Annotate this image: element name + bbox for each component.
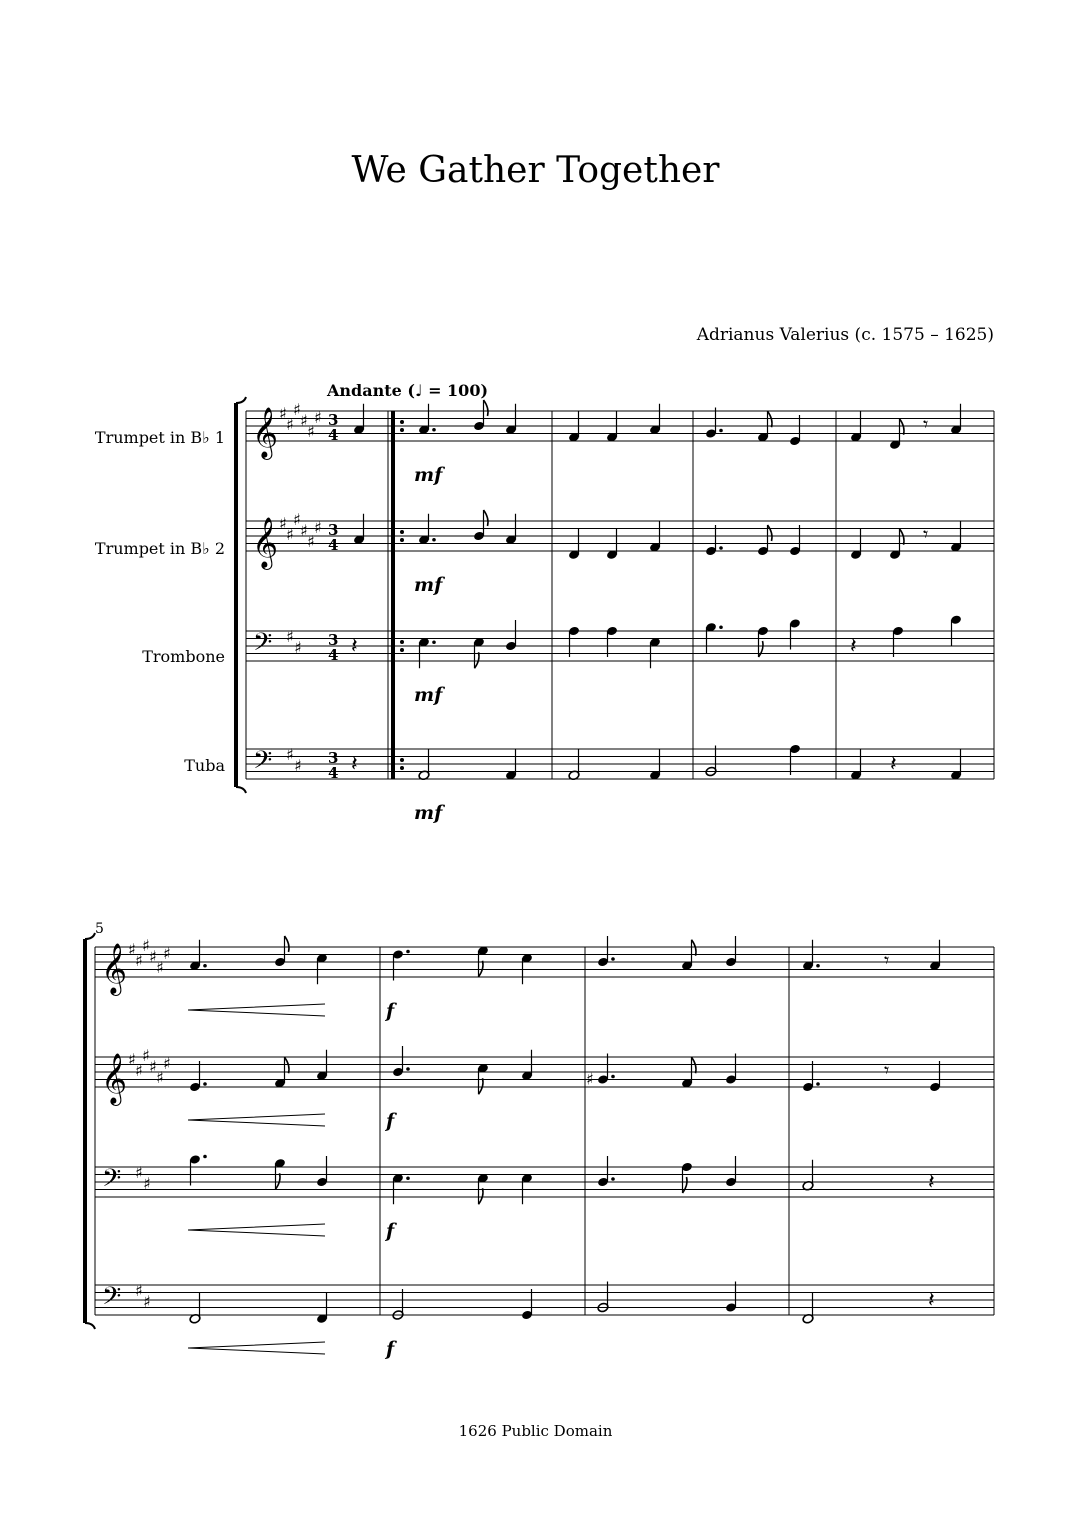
- treble-clef-icon: 𝄞: [101, 1053, 128, 1104]
- repeat-dot: [400, 758, 404, 762]
- time-signature-bottom: 4: [328, 536, 339, 554]
- quarter-rest-icon: 𝄽: [351, 752, 358, 777]
- tempo-value: = 100): [422, 381, 489, 400]
- time-signature-bottom: 4: [328, 646, 339, 664]
- bass-clef-icon: 𝄢: [102, 1282, 122, 1317]
- dynamic-f: f: [386, 1338, 395, 1360]
- augmentation-dot: [406, 1067, 410, 1071]
- system-bracket: [236, 397, 246, 403]
- augmentation-dot: [719, 625, 723, 629]
- note-flag: [479, 1078, 484, 1094]
- note-flag: [900, 529, 905, 545]
- augmentation-dot: [719, 429, 723, 433]
- bass-clef-icon: 𝄢: [253, 746, 273, 781]
- time-signature-top: 3: [328, 631, 339, 649]
- repeat-dot: [400, 640, 404, 644]
- sharp-icon: ♯: [286, 525, 294, 544]
- sharp-icon: ♯: [149, 947, 157, 966]
- note-flag: [285, 936, 290, 952]
- system-bracket: [85, 1323, 95, 1329]
- augmentation-dot: [611, 1177, 615, 1181]
- instrument-label-trumpet-2: Trumpet in B♭ 2: [94, 539, 225, 558]
- instrument-label-tuba: Tuba: [184, 756, 225, 775]
- dynamic-mf: mf: [414, 574, 443, 596]
- dynamic-f: f: [386, 1110, 395, 1132]
- page-title: We Gather Together: [351, 150, 720, 191]
- repeat-dot: [400, 530, 404, 534]
- dynamic-mf: mf: [414, 684, 443, 706]
- quarter-note-icon: ♩: [414, 381, 423, 400]
- sharp-icon: ♯: [294, 638, 302, 657]
- sharp-icon: ♯: [135, 1281, 143, 1300]
- note-flag: [759, 641, 764, 657]
- augmentation-dot: [611, 1075, 615, 1079]
- eighth-rest-icon: 𝄾: [884, 1058, 890, 1082]
- augmentation-dot: [203, 1155, 207, 1159]
- repeat-dot: [400, 538, 404, 542]
- note-flag: [479, 1188, 484, 1204]
- sharp-icon: ♯: [314, 408, 322, 427]
- time-signature-top: 3: [328, 521, 339, 539]
- sharp-icon: ♯: [143, 1174, 151, 1193]
- sharp-icon: ♯: [135, 951, 143, 970]
- measure-number: 5: [95, 921, 104, 937]
- note-flag: [484, 510, 489, 526]
- sharp-icon: ♯: [286, 415, 294, 434]
- sharp-icon: ♯: [142, 936, 150, 955]
- eighth-rest-icon: 𝄾: [923, 522, 929, 546]
- augmentation-dot: [816, 1082, 820, 1086]
- sharp-icon: ♯: [300, 411, 308, 430]
- sharp-icon: ♯: [142, 1046, 150, 1065]
- bass-clef-icon: 𝄢: [102, 1164, 122, 1199]
- time-signature-bottom: 4: [328, 426, 339, 444]
- time-signature-bottom: 4: [328, 764, 339, 782]
- sharp-icon: ♯: [279, 404, 287, 423]
- treble-clef-icon: 𝄞: [101, 943, 128, 994]
- repeat-dot: [400, 766, 404, 770]
- quarter-rest-icon: 𝄽: [928, 1288, 935, 1313]
- sharp-icon: ♯: [294, 756, 302, 775]
- augmentation-dot: [406, 1176, 410, 1180]
- quarter-rest-icon: 𝄽: [850, 634, 857, 659]
- composer-credit: Adrianus Valerius (c. 1575 – 1625): [696, 325, 994, 345]
- treble-clef-icon: 𝄞: [252, 517, 279, 568]
- sharp-icon: ♯: [293, 510, 301, 529]
- note-flag: [479, 961, 484, 977]
- sharp-icon: ♯: [286, 627, 294, 646]
- augmentation-dot: [203, 964, 207, 968]
- sharp-icon: ♯: [163, 944, 171, 963]
- note-flag: [768, 525, 773, 541]
- sharp-icon: ♯: [163, 1054, 171, 1073]
- crescendo-hairpin: [188, 1004, 325, 1016]
- augmentation-dot: [406, 950, 410, 954]
- repeat-dot: [400, 648, 404, 652]
- augmentation-dot: [611, 957, 615, 961]
- dynamic-mf: mf: [414, 464, 443, 486]
- copyright-footer: 1626 Public Domain: [458, 1422, 613, 1440]
- system-bracket: [236, 787, 246, 793]
- note-flag: [900, 419, 905, 435]
- sharp-icon: ♯: [156, 1068, 164, 1087]
- sharp-icon: ♯: [149, 1057, 157, 1076]
- sharp-icon: ♯: [128, 1050, 136, 1069]
- sharp-icon: ♯: [143, 1292, 151, 1311]
- note-flag: [692, 1057, 697, 1073]
- augmentation-dot: [203, 1082, 207, 1086]
- treble-clef-icon: 𝄞: [252, 407, 279, 458]
- sharp-icon: ♯: [279, 514, 287, 533]
- eighth-rest-icon: 𝄾: [884, 948, 890, 972]
- sharp-icon: ♯: [128, 940, 136, 959]
- sharp-icon: ♯: [286, 745, 294, 764]
- note-flag: [484, 400, 489, 416]
- sharp-icon: ♯: [307, 532, 315, 551]
- augmentation-dot: [816, 964, 820, 968]
- sharp-icon: ♯: [586, 1069, 594, 1089]
- quarter-rest-icon: 𝄽: [890, 752, 897, 777]
- note-flag: [683, 1177, 688, 1193]
- instrument-label-trumpet-1: Trumpet in B♭ 1: [94, 428, 225, 447]
- quarter-rest-icon: 𝄽: [351, 634, 358, 659]
- crescendo-hairpin: [188, 1342, 325, 1354]
- crescendo-hairpin: [188, 1224, 325, 1236]
- note-flag: [475, 652, 480, 668]
- sharp-icon: ♯: [300, 521, 308, 540]
- note-flag: [692, 940, 697, 956]
- note-flag: [768, 411, 773, 427]
- sharp-icon: ♯: [156, 958, 164, 977]
- instrument-label-trombone: Trombone: [142, 647, 225, 666]
- time-signature-top: 3: [328, 749, 339, 767]
- sharp-icon: ♯: [314, 518, 322, 537]
- augmentation-dot: [719, 546, 723, 550]
- tempo-label: Andante (: [327, 381, 415, 400]
- repeat-dot: [400, 420, 404, 424]
- quarter-rest-icon: 𝄽: [928, 1170, 935, 1195]
- bass-clef-icon: 𝄢: [253, 628, 273, 663]
- sharp-icon: ♯: [135, 1061, 143, 1080]
- augmentation-dot: [432, 640, 436, 644]
- note-flag: [285, 1057, 290, 1073]
- repeat-dot: [400, 428, 404, 432]
- dynamic-mf: mf: [414, 802, 443, 824]
- time-signature-top: 3: [328, 411, 339, 429]
- sharp-icon: ♯: [307, 422, 315, 441]
- dynamic-f: f: [386, 1220, 395, 1242]
- note-flag: [276, 1173, 281, 1189]
- eighth-rest-icon: 𝄾: [923, 412, 929, 436]
- system-bracket: [85, 933, 95, 939]
- augmentation-dot: [432, 428, 436, 432]
- dynamic-f: f: [386, 1000, 395, 1022]
- augmentation-dot: [432, 538, 436, 542]
- sharp-icon: ♯: [135, 1163, 143, 1182]
- crescendo-hairpin: [188, 1114, 325, 1126]
- sharp-icon: ♯: [293, 400, 301, 419]
